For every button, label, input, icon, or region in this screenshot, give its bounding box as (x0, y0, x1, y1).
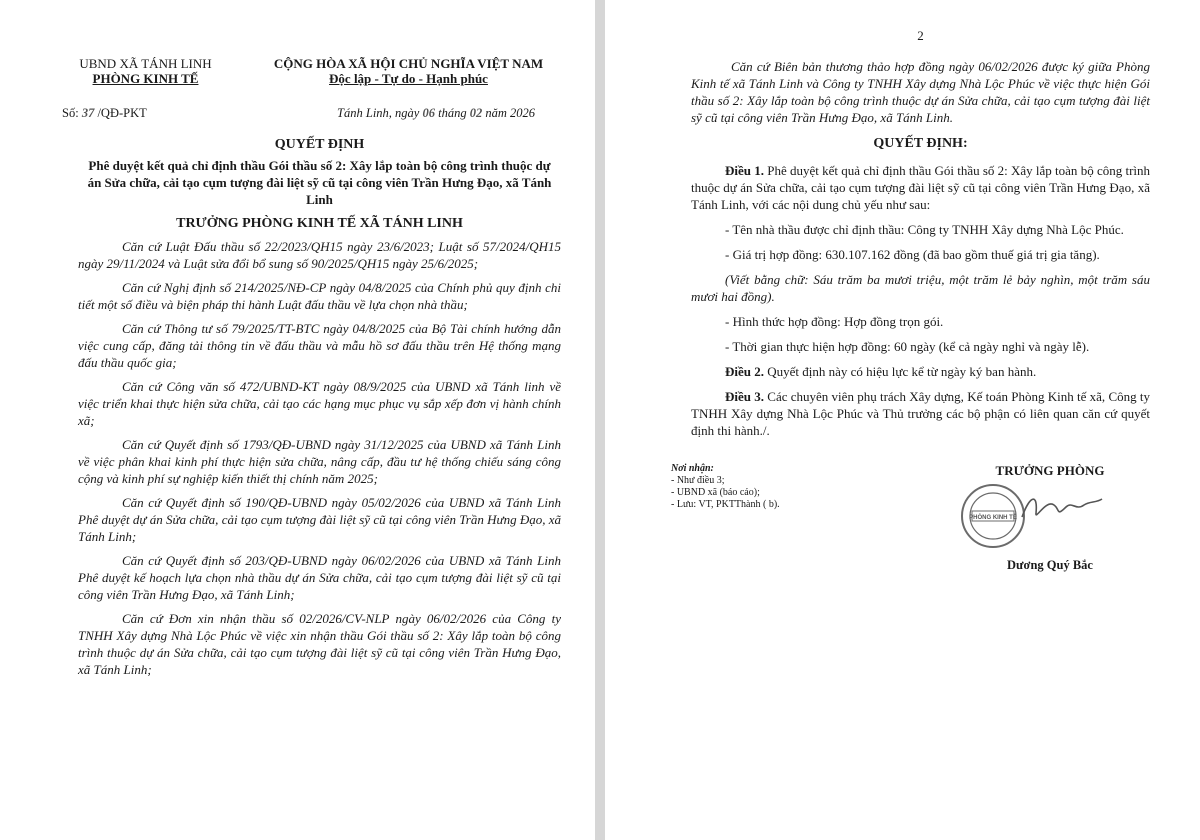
org-line-2: PHÒNG KINH TẾ (92, 71, 199, 86)
contract-form: - Hình thức hợp đồng: Hợp đồng trọn gói. (725, 314, 944, 329)
signer-name: Dương Quý Bắc (1007, 558, 1093, 572)
decision-heading: QUYẾT ĐỊNH: (873, 136, 968, 151)
signer-title: TRƯỞNG PHÒNG (995, 463, 1105, 478)
legal-basis: Căn cứ Công văn số 472/UBND-KT ngày 08/9/2025 của UBND xã Tánh linh về việc triển khai thực hiện sửa chữa, cải tạo các hạng mục phục vụ sắp xếp đơn vị hành chính xã; (78, 379, 561, 428)
legal-basis-negotiation: Căn cứ Biên bản thương thảo hợp đồng ngày 06/02/2026 được ký giữa Phòng Kinh tế xã Tánh Linh và Công ty TNHH Xây dựng Nhà Lộc Phúc về việc thực hiện Gói thầu số 2: Xây lắp toàn bộ công trình thuộc dự án Sửa chữa, cải tạo cụm tượng đài liệt sỹ cũ tại công viên Trần Hưng Đạo, xã Tánh Linh. (691, 59, 1150, 125)
legal-basis: Căn cứ Quyết định số 190/QĐ-UBND ngày 05/02/2026 của UBND xã Tánh Linh Phê duyệt dự án Sửa chữa, cải tạo cụm tượng đài liệt sỹ cũ tại công viên Trần Hưng Đạo, xã Tánh Linh; (78, 495, 561, 544)
article-1: Điều 1. Phê duyệt kết quả chỉ định thầu Gói thầu số 2: Xây lắp toàn bộ công trình thuộc dự án Sửa chữa, cải tạo cụm tượng đài liệt sỹ cũ tại công viên Trần Hưng Đạo, xã Tánh Linh, với các nội dung chủ yếu như sau: (691, 163, 1151, 212)
contractor-name: - Tên nhà thầu được chỉ định thầu: Công ty TNHH Xây dựng Nhà Lộc Phúc. (725, 222, 1124, 237)
document-number: Số: 37 /QĐ-PKT (62, 106, 147, 120)
recipients-list (671, 463, 841, 573)
legal-basis: Căn cứ Đơn xin nhận thầu số 02/2026/CV-NLP ngày 06/02/2026 của Công ty TNHH Xây dựng Nhà Lộc Phúc về việc xin nhận thầu Gói thầu số 2: Xây lắp toàn bộ công trình thuộc dự án Sửa chữa, cải tạo cụm tượng đài liệt sỹ cũ tại công viên Trần Hưng Đạo, xã Tánh Linh; (78, 611, 561, 677)
signer-block (950, 463, 1150, 573)
legal-basis: Căn cứ Quyết định số 203/QĐ-UBND ngày 06/02/2026 của UBND xã Tánh Linh Phê duyệt kế hoạch lựa chọn nhà thầu dự án Sửa chữa, cải tạo cụm tượng đài liệt sỹ cũ tại công viên Trần Hưng Đạo, xã Tánh Linh; (78, 553, 561, 602)
document-number-value: 37 (81, 106, 95, 120)
contract-value: - Giá trị hợp đồng: 630.107.162 đồng (đã bao gồm thuế giá trị gia tăng). (725, 247, 1100, 262)
article-2: Điều 2. Quyết định này có hiệu lực kể từ ngày ký ban hành. (725, 364, 1037, 379)
recipient-item: - UBND xã (báo cáo); (671, 487, 760, 498)
document-page-2 (605, 0, 1200, 840)
document-page-1 (0, 0, 595, 840)
document-date: Tánh Linh, ngày 06 tháng 02 năm 2026 (337, 106, 535, 120)
contract-duration: - Thời gian thực hiện hợp đồng: 60 ngày (kể cả ngày nghỉ và ngày lễ). (725, 339, 1090, 354)
document-title: QUYẾT ĐỊNH (274, 137, 365, 152)
article-3: Điều 3. Các chuyên viên phụ trách Xây dựng, Kế toán Phòng Kinh tế xã, Công ty TNHH Xây dựng Nhà Lộc Phúc và Thủ trưởng các bộ phận có liên quan căn cứ quyết định thi hành./. (691, 389, 1150, 438)
recipient-item: - Như điều 3; (671, 475, 725, 486)
seal-text: PHÒNG KINH TẾ (969, 515, 1017, 521)
national-motto (256, 56, 561, 86)
nation-line-1: CỘNG HÒA XÃ HỘI CHỦ NGHĨA VIỆT NAM (273, 56, 544, 71)
document-meta (62, 106, 561, 121)
document-subtitle: Phê duyệt kết quả chỉ định thầu Gói thầu số 2: Xây lắp toàn bộ công trình thuộc dự án Sửa chữa, cải tạo cụm tượng đài liệt sỹ cũ tại công viên Trần Hưng Đạo, xã Tánh Linh (87, 158, 552, 207)
legal-basis: Căn cứ Nghị định số 214/2025/NĐ-CP ngày 04/8/2025 của Chính phủ quy định chi tiết một số điều và biện pháp thi hành Luật đấu thầu về lựa chọn nhà thầu; (78, 280, 561, 312)
legal-basis: Căn cứ Thông tư số 79/2025/TT-BTC ngày 04/8/2025 của Bộ Tài chính hướng dẫn việc cung cấp, đăng tải thông tin về đấu thầu và mẫu hồ sơ đấu thầu trên Hệ thống mạng đấu thầu quốc gia; (78, 321, 561, 370)
org-line-1: UBND XÃ TÁNH LINH (79, 56, 212, 71)
signature-icon (1016, 487, 1106, 527)
legal-basis: Căn cứ Quyết định số 1793/QĐ-UBND ngày 31/12/2025 của UBND xã Tánh Linh về việc phân khai kinh phí thực hiện sửa chữa, nâng cấp, đầu tư hệ thống chiếu sáng công cộng và kinh phí sự nghiệp kiến thiết thị chính năm 2025; (78, 437, 561, 486)
legal-basis: Căn cứ Luật Đấu thầu số 22/2023/QH15 ngày 23/6/2023; Luật số 57/2024/QH15 ngày 29/11/2024 và Luật sửa đổi bổ sung số 90/2025/QH15 ngày 25/6/2025; (78, 239, 561, 271)
recipient-item: - Lưu: VT, PKTThành ( b). (671, 499, 780, 510)
signature-area (671, 463, 1150, 573)
contract-value-words: (Viết bằng chữ: Sáu trăm ba mươi triệu, một trăm lẻ bảy nghìn, một trăm sáu mươi hai đồng). (691, 272, 1150, 304)
recipients-heading: Nơi nhận: (671, 463, 714, 474)
nation-line-2: Độc lập - Tự do - Hạnh phúc (329, 71, 488, 86)
issuing-organization (58, 56, 233, 86)
document-header (78, 56, 561, 86)
issuing-authority: TRƯỞNG PHÒNG KINH TẾ XÃ TÁNH LINH (176, 216, 463, 231)
page-number: 2 (917, 28, 924, 43)
